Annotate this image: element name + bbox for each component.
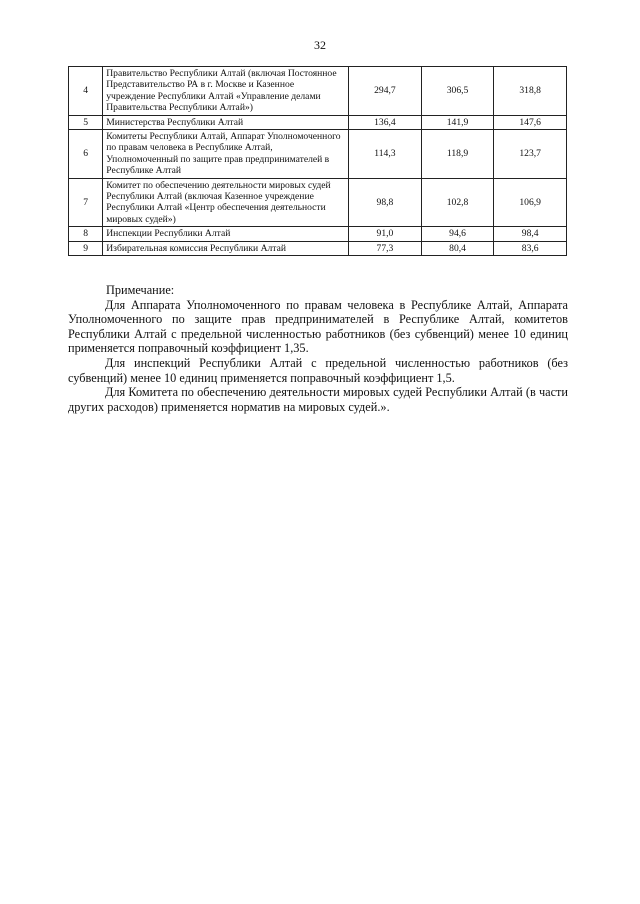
value-cell: 91,0 xyxy=(349,227,422,241)
value-cell: 118,9 xyxy=(421,130,494,179)
row-number: 9 xyxy=(69,241,103,255)
notes-section xyxy=(68,283,568,414)
value-cell: 102,8 xyxy=(421,178,494,227)
value-cell: 318,8 xyxy=(494,67,567,116)
note-paragraph: Для инспекций Республики Алтай с предельной численностью работников (без субвенций) менее 10 единиц применяется поправочный коэффициент 1,5. xyxy=(68,355,568,385)
value-cell: 80,4 xyxy=(421,241,494,255)
value-cell: 294,7 xyxy=(349,67,422,116)
page-number: 32 xyxy=(314,38,326,52)
note-label: Примечание: xyxy=(106,283,175,297)
value-cell: 141,9 xyxy=(421,115,494,129)
organization-name: Избирательная комиссия Республики Алтай xyxy=(103,241,349,255)
value-cell: 123,7 xyxy=(494,130,567,179)
value-cell: 98,8 xyxy=(349,178,422,227)
organization-name: Министерства Республики Алтай xyxy=(103,115,349,129)
value-cell: 136,4 xyxy=(349,115,422,129)
value-cell: 83,6 xyxy=(494,241,567,255)
note-paragraph: Для Комитета по обеспечению деятельности мировых судей Республики Алтай (в части других расходов) применяется норматив на мировых судей.». xyxy=(68,385,568,414)
row-number: 8 xyxy=(69,227,103,241)
organization-name: Правительство Республики Алтай (включая Постоянное Представительство РА в г. Москве и Казенное учреждение Республики Алтай «Управление делами Правительства Республики Алтай») xyxy=(103,67,349,116)
note-paragraph: Для Аппарата Уполномоченного по правам человека в Республике Алтай, Аппарата Уполномоченного по защите прав предпринимателей в Республике Алтай, комитетов Республики Алтай с предельной численностью работников (без субвенций) менее 10 единиц применяется поправочный коэффициент 1,35. xyxy=(68,297,568,356)
value-cell: 147,6 xyxy=(494,115,567,129)
value-cell: 98,4 xyxy=(494,227,567,241)
value-cell: 106,9 xyxy=(494,178,567,227)
value-cell: 306,5 xyxy=(421,67,494,116)
table-row xyxy=(69,115,567,129)
expense-norms-table xyxy=(68,66,567,256)
organization-name: Комитет по обеспечению деятельности мировых судей Республики Алтай (включая Казенное учреждение Республики Алтай «Центр обеспечения деятельности мировых судей») xyxy=(103,178,349,227)
row-number: 4 xyxy=(69,67,103,116)
organization-name: Инспекции Республики Алтай xyxy=(103,227,349,241)
table-row xyxy=(69,178,567,227)
table-row xyxy=(69,227,567,241)
row-number: 7 xyxy=(69,178,103,227)
table-row xyxy=(69,130,567,179)
table-row xyxy=(69,241,567,255)
value-cell: 114,3 xyxy=(349,130,422,179)
organization-name: Комитеты Республики Алтай, Аппарат Уполномоченного по правам человека в Республике Алтай, Уполномоченный по защите прав предпринимателей в Республике Алтай xyxy=(103,130,349,179)
value-cell: 77,3 xyxy=(349,241,422,255)
row-number: 5 xyxy=(69,115,103,129)
table-row xyxy=(69,67,567,116)
row-number: 6 xyxy=(69,130,103,179)
value-cell: 94,6 xyxy=(421,227,494,241)
